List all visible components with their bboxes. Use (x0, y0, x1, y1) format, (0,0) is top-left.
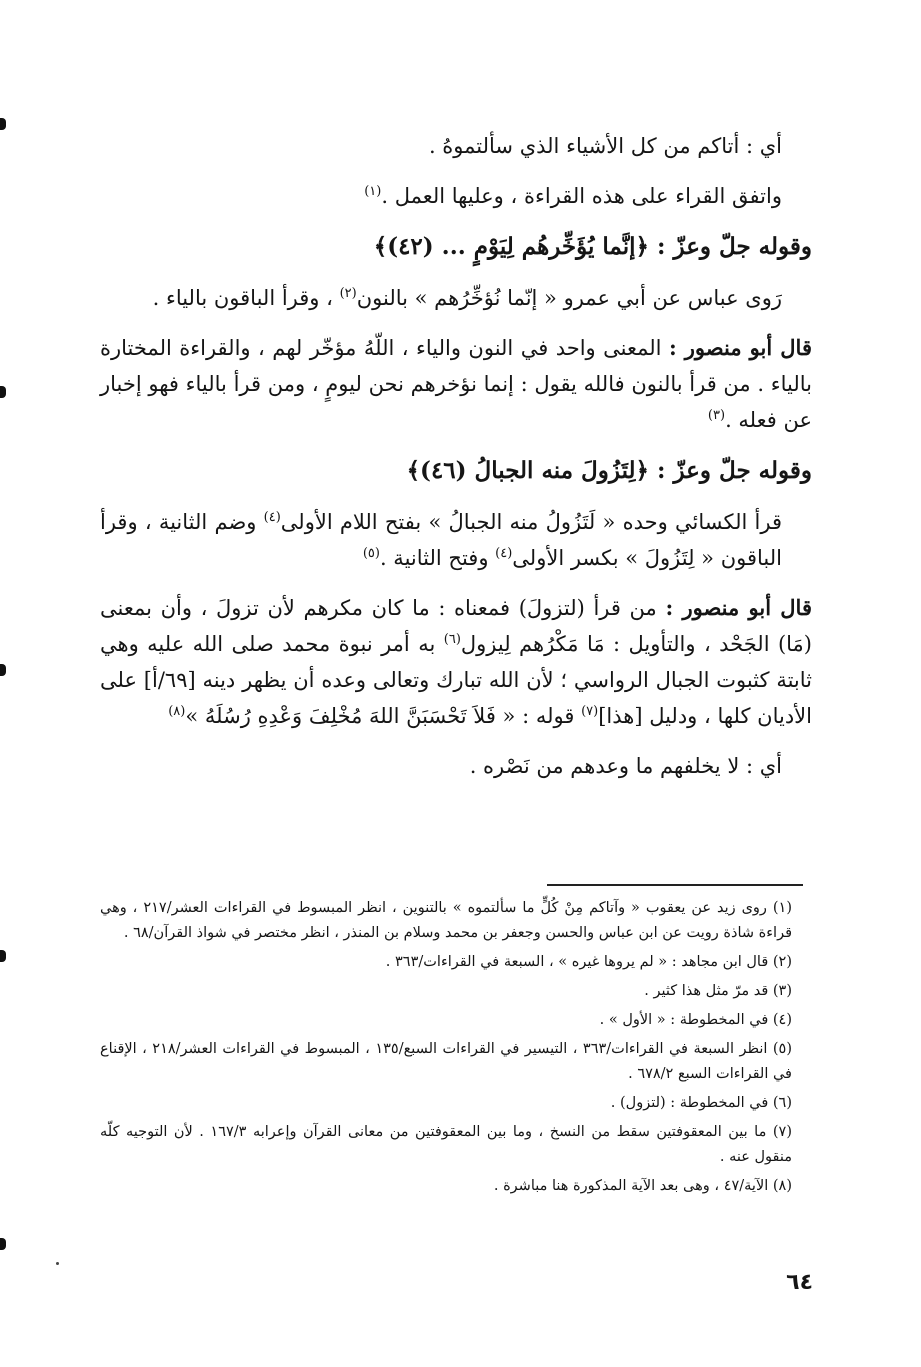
footnote-3: (٣) قد مرّ مثل هذا كثير . (644, 983, 792, 999)
footnote-5: (٥) انظر السبعة في القراءات/٣٦٣ ، التيسير في القراءات السبع/١٣٥ ، المبسوط في القراءات العشر/٢١٨ ، الإقناع في القراءات السبع ٦٧٨/٢ . (100, 1041, 792, 1082)
text-line (100, 748, 812, 784)
footnote-1: (١) روى زيد عن يعقوب « وآتاكم مِنْ كُلٍّ ما سألتموه » بالتنوين ، انظر المبسوط في القراءات العشر/٢١٧ ، وهي قراءة شاذة رويت عن ابن عباس والحسن وجعفر بن محمد وسلام بن المنذر ، انظر مختصر في شواذ القرآن/٦٨ . (100, 900, 792, 941)
text-line (100, 178, 812, 214)
para-3a: من قرأ (لتزولَ) فمعناه : ما كان مكرهم لأن تزولَ ، وأن بمعنى (مَا) الجَحْد ، والتأويل : مَا مَكْرُهم لِيزول (100, 596, 812, 656)
footnote-7: (٧) ما بين المعقوفتين سقط من النسخ ، وما بين المعقوفتين من معانى القرآن وإعرابه ١٦٧/٣ . لأن التوجيه كلّه منقول عنه . (100, 1124, 792, 1165)
footnote-6: (٦) في المخطوطة : (لتزول) . (610, 1095, 792, 1111)
para-1-text: المعنى واحد في النون والياء ، اللّهُ مؤخّر لهم ، والقراءة المختارة بالياء . من قرأ بالنون فالله يقول : إنما نؤخرهم نحن ليومٍ ، ومن قرأ بالياء فهو إخبار عن فعله . (100, 336, 812, 432)
verse-heading: وقوله جلّ وعزّ : ﴿إنَّما يُؤَخِّرهُم لِيَوْمٍ ... (٤٢)﴾ (373, 233, 812, 260)
line-3a: رَوى عباس عن أبي عمرو « إنّما نُؤخِّرُهم » بالنون (356, 286, 782, 310)
para-3c: قوله : « فَلاَ تَحْسَبَنَّ اللهَ مُخْلِفَ وَعْدِهِ رُسُلَهُ » (185, 704, 575, 728)
scan-speck (56, 1262, 59, 1265)
page-number: ٦٤ (786, 1270, 813, 1295)
text-line (100, 128, 812, 164)
main-text (100, 128, 812, 798)
footnotes (100, 896, 812, 1203)
binding-mark (0, 664, 6, 676)
text-line (100, 280, 812, 316)
footnote-ref: (٧) (581, 704, 599, 719)
line-last: أي : لا يخلفهم ما وعدهم من نَصْره . (469, 754, 782, 778)
commentary-paragraph (100, 590, 812, 734)
footnote-2: (٢) قال ابن مجاهد : « لم يروها غيره » ، السبعة في القراءات/٣٦٣ . (385, 954, 792, 970)
para-2c: وفتح الثانية . (379, 546, 489, 570)
para-2b: وضم الثانية ، وقرأ الباقون « لِتَزُولَ » بكسر الأولى (100, 510, 782, 570)
para-2a: قرأ الكسائي وحده « لَتَزُولُ منه الجبالُ » بفتح اللام الأولى (280, 510, 782, 534)
commentary-paragraph (100, 330, 812, 438)
footnote-8: (٨) الآية/٤٧ ، وهى بعد الآية المذكورة هنا مباشرة . (493, 1178, 792, 1194)
footnote-ref: (٤) (263, 510, 281, 525)
footnote-4: (٤) في المخطوطة : « الأول » . (599, 1012, 792, 1028)
footnote-divider (547, 884, 803, 886)
line-3b: ، وقرأ الباقون بالياء . (152, 286, 333, 310)
binding-mark (0, 386, 6, 398)
binding-mark (0, 1238, 6, 1250)
binding-mark (0, 950, 6, 962)
footnote-ref: (٢) (339, 286, 357, 301)
author-lead: قال أبو منصور : (665, 595, 812, 620)
para-3b: به أمر نبوة محمد صلى الله عليه وهي ثابتة كثبوت الجبال الرواسي ؛ لأن الله تبارك وتعالى وعده أن يظهر دينه [٦٩/أ] على الأديان كلها ، ودليل [هذا] (100, 632, 813, 728)
author-lead: قال أبو منصور : (668, 335, 812, 360)
footnote-ref: (٣) (707, 408, 726, 423)
line-1: أي : أتاكم من كل الأشياء الذي سألتموهُ . (428, 134, 782, 158)
verse-heading: وقوله جلّ وعزّ : ﴿لِتَزُولَ منه الجبالُ (٤٦)﴾ (406, 457, 812, 484)
line-2: واتفق القراء على هذه القراءة ، وعليها العمل . (381, 184, 782, 208)
footnote-ref: (١) (364, 184, 382, 199)
footnote-ref: (٥) (362, 546, 380, 561)
reading-paragraph (100, 504, 812, 576)
footnote-ref: (٦) (443, 632, 461, 647)
footnote-ref: (٤) (495, 546, 513, 561)
binding-mark (0, 118, 6, 130)
footnote-ref: (٨) (168, 704, 186, 719)
